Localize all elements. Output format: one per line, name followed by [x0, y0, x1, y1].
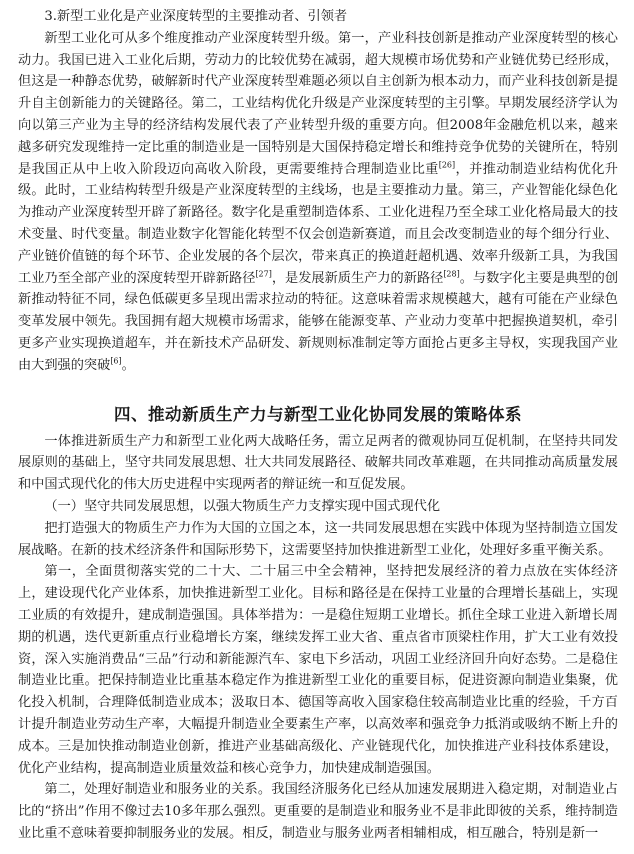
article-page	[18, 6, 618, 845]
subsection-title-1: （一）坚守共同发展思想，以强大物质生产力支撑实现中国式现代化	[44, 498, 441, 514]
paragraph-intro	[18, 431, 618, 496]
text-run: 。	[121, 357, 135, 373]
text-run: 新型工业化可从多个维度推动产业深度转型升级。第一，产业科技创新是推动产业深度转型的核心动力。我国已进入工业化后期，劳动力的比较优势在减弱，超大规模市场优势和产业链优势已经形成，但这是一种静态优势，破解新时代产业深度转型难题必须以自主创新为根本动力，而产业科技创新是提升自主创新能力的关键路径。第二，工业结构优化升级是产业深度转型的主引擎。早期发展经济学认为向以第三产业为主导的经济结构发展代表了产业转型升级的重要方向。但2008年金融危机以来，越来越多研究发现维持一定比重的制造业是一国特别是大国保持稳定增长和维持竞争优势的关键所在，特别是我国正从中上收入阶段迈向高收入阶段，更需要维持合理制造业比重	[18, 30, 618, 177]
text-run: 把打造强大的物质生产力作为大国的立国之本，这一共同发展思想在实践中体现为坚持制造立国发展战略。在新的技术经济条件和国际形势下，这需要坚持加快推进新型工业化，处理好多重平衡关系。	[18, 520, 618, 558]
paragraph-manufacturing-strategy	[18, 518, 618, 562]
citation-6: [6]	[110, 356, 122, 366]
text-run: 第二，处理好制造业和服务业的关系。我国经济服务化已经从加速发展期进入稳定期，对制造业占比的“挤出”作用不像过去10多年那么强烈。更重要的是制造业和服务业不是非此即彼的关系，维持制造业比重不意味着要抑制服务业的发展。相反，制造业与服务业两者相辅相成，相互融合，特别是新一	[18, 782, 618, 841]
paragraph-industry-transformation	[18, 28, 618, 377]
subsection-title-3: 3.新型工业化是产业深度转型的主要推动者、引领者	[44, 9, 348, 24]
citation-26: [26]	[438, 160, 456, 170]
text-run: ，是发展新质生产力的新路径	[271, 270, 444, 286]
text-run: 一体推进新质生产力和新型工业化两大战略任务，需立足两者的微观协同互促机制，在坚持共同发展原则的基础上，坚守共同发展思想、壮大共同发展路径、破解共同改革难题，在共同推动高质量发展和中国式现代化的伟大历史进程中实现两者的辩证统一和互促发展。	[18, 433, 618, 493]
citation-27: [27]	[255, 269, 272, 279]
text-run: 。与数字化主要是典型的创新推动特征不同，绿色低碳更多呈现出需求拉动的特征。这意味着需求规模越大，越有可能在产业绿色变革发展中领先。我国拥有超大规模市场需求，能够在能源变革、产业动力变革中把握换道契机，牵引更多产业实现换道超车，并在新技术产品研发、新规则标准制定等方面抢占更多主导权，实现我国产业由大到强的突破	[18, 270, 619, 373]
paragraph-second-point	[18, 779, 618, 844]
paragraph-first-point	[18, 561, 618, 779]
text-run: ，并推动制造业结构优化升级。此时，工业结构转型升级是产业深度转型的主线场，也是主要推动力量。第三，产业智能化绿色化为推动产业深度转型开辟了新路径。数字化是重塑制造体系、工业化进程乃至全球工业化格局最大的技术变量、时代变量。制造业数字化智能化转型不仅会创造新赛道，而且会改变制造业的每个细分行业、产业链价值链的每个环节、企业发展的各个层次，带来真正的换道赶超机遇、效率升级新工具，为我国工业乃至全部产业的深度转型开辟新路径	[18, 161, 618, 286]
section-title-4: 四、推动新质生产力与新型工业化协同发展的策略体系	[114, 404, 522, 424]
text-run: 第一，全面贯彻落实党的二十大、二十届三中全会精神，坚持把发展经济的着力点放在实体经济上，建设现代化产业体系，加快推进新型工业化。目标和路径是在保持工业量的合理增长基础上，实现工业质的有效提升，建成制造强国。具体举措为：一是稳住短期工业增长。抓住全球工业进入新增长周期的机遇，迭代更新重点行业稳增长方案，继续发挥工业大省、重点省市顶梁柱作用，扩大工业有效投资，深入实施消费品“三品”行动和新能源汽车、家电下乡活动，巩固工业经济回升向好态势。二是稳住制造业比重。把保持制造业比重基本稳定作为推进新型工业化的重要目标，促进资源向制造业集聚，优化投入机制，合理降低制造业成本；汲取日本、德国等高收入国家稳住较高制造业比重的经验，千方百计提升制造业劳动生产率，大幅提升制造业全要素生产率，以高效率和强竞争力抵消或吸纳不断上升的成本。三是加快推动制造业创新，推进产业基础高级化、产业链现代化，加快推进产业科技体系建设，优化产业结构，提高制造业质量效益和核心竞争力，加快建成制造强国。	[18, 564, 618, 776]
citation-28: [28]	[443, 269, 460, 279]
